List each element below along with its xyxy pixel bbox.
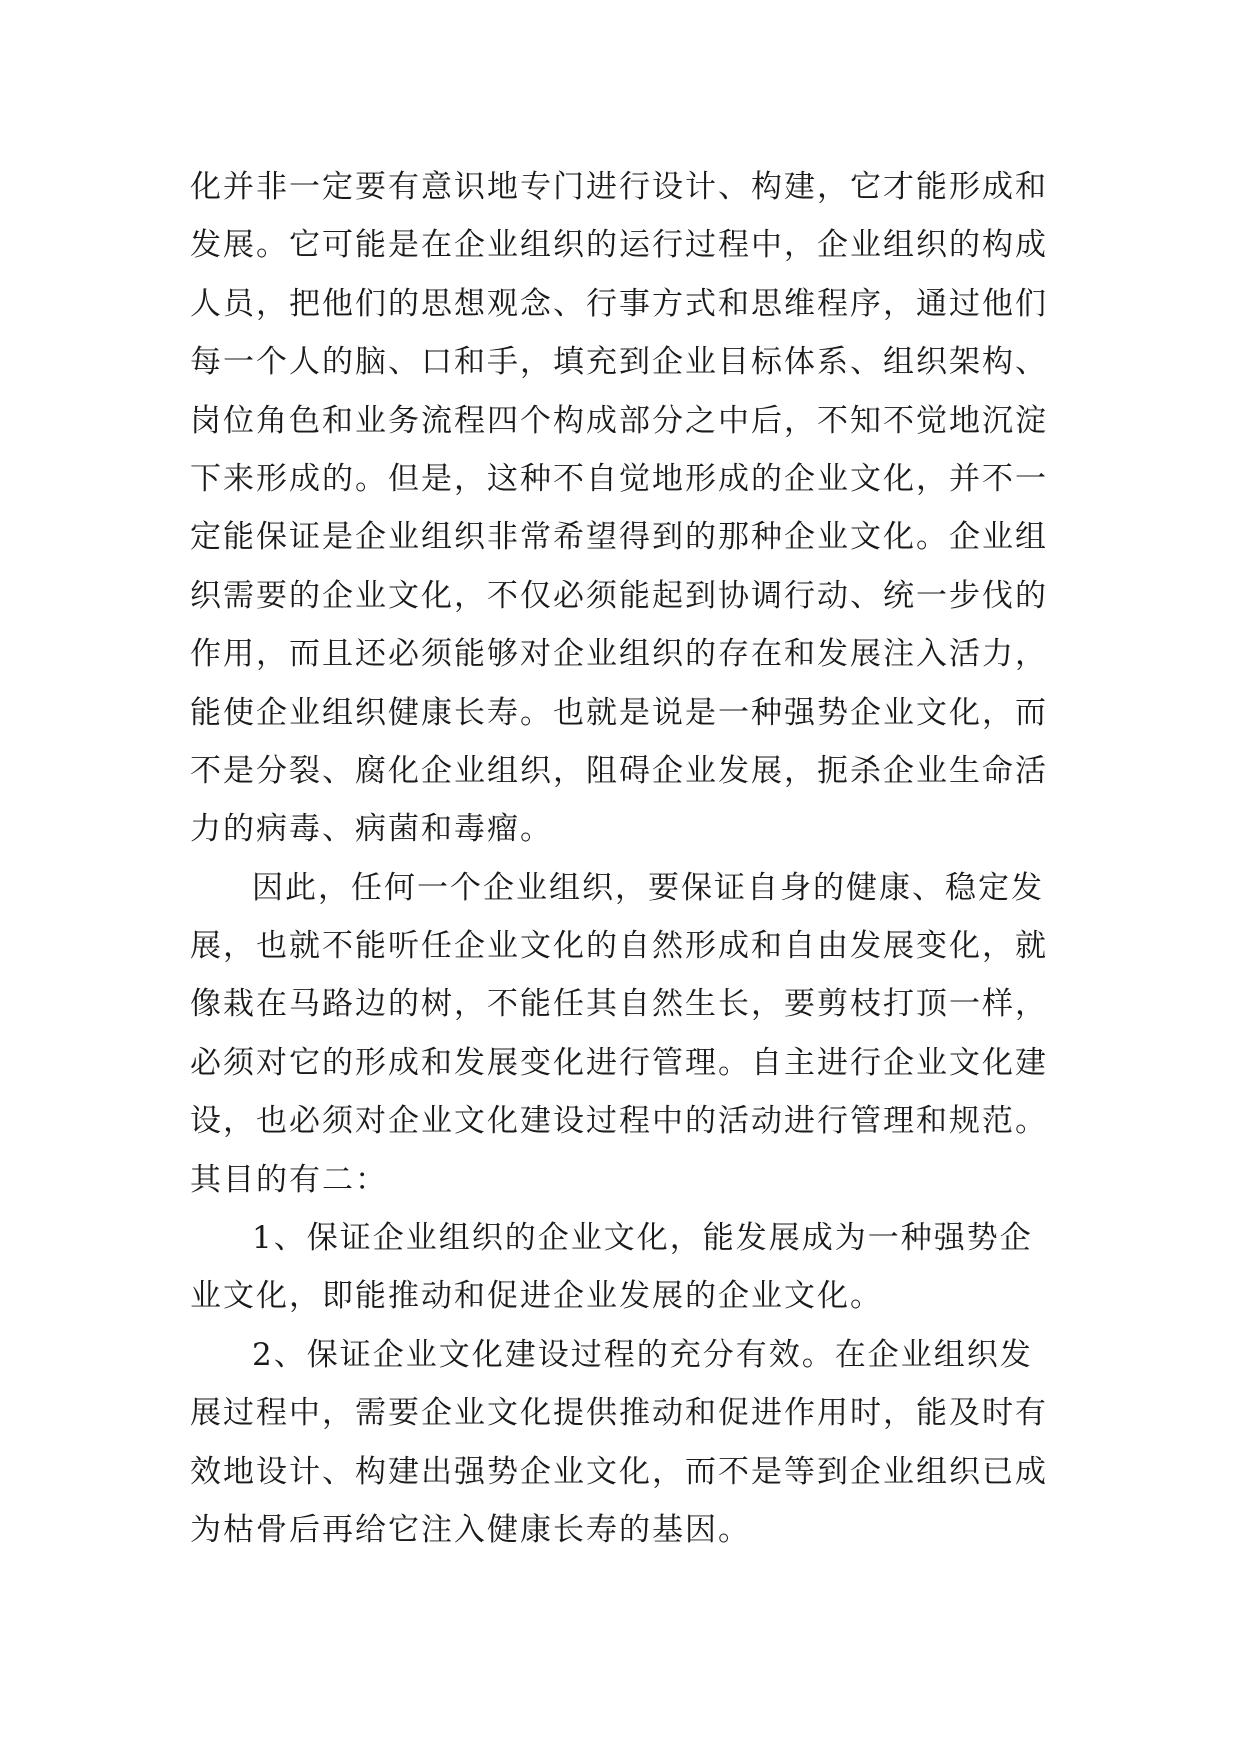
body-text bbox=[190, 158, 1070, 1559]
text-line: 每一个人的脑、口和手，填充到企业目标体系、组织架构、 bbox=[190, 344, 1048, 381]
text-line: 能使企业组织健康长寿。也就是说是一种强势企业文化，而 bbox=[190, 694, 1048, 731]
text-line: 必须对它的形成和发展变化进行管理。自主进行企业文化建 bbox=[190, 1044, 1048, 1081]
text-line: 2、保证企业文化建设过程的充分有效。在企业组织发 bbox=[252, 1336, 1033, 1373]
text-line: 为枯骨后再给它注入健康长寿的基因。 bbox=[190, 1511, 751, 1548]
text-line: 效地设计、构建出强势企业文化，而不是等到企业组织已成 bbox=[190, 1453, 1048, 1490]
text-line: 其目的有二： bbox=[190, 1161, 388, 1198]
text-line: 织需要的企业文化，不仅必须能起到协调行动、统一步伐的 bbox=[190, 577, 1048, 614]
text-line: 展，也就不能听任企业文化的自然形成和自由发展变化，就 bbox=[190, 928, 1048, 965]
text-line: 作用，而且还必须能够对企业组织的存在和发展注入活力， bbox=[190, 636, 1048, 673]
text-line: 化并非一定要有意识地专门进行设计、构建，它才能形成和 bbox=[190, 169, 1048, 205]
text-line: 定能保证是企业组织非常希望得到的那种企业文化。企业组 bbox=[190, 519, 1048, 556]
text-line: 展过程中，需要企业文化提供推动和促进作用时，能及时有 bbox=[190, 1395, 1048, 1432]
text-line: 下来形成的。但是，这种不自觉地形成的企业文化，并不一 bbox=[190, 460, 1048, 497]
text-line: 人员，把他们的思想观念、行事方式和思维程序，通过他们 bbox=[190, 285, 1048, 322]
text-line: 发展。它可能是在企业组织的运行过程中，企业组织的构成 bbox=[190, 227, 1048, 264]
text-line: 设，也必须对企业文化建设过程中的活动进行管理和规范。 bbox=[190, 1103, 1048, 1140]
text-line: 岗位角色和业务流程四个构成部分之中后，不知不觉地沉淀 bbox=[190, 402, 1048, 439]
text-line: 不是分裂、腐化企业组织，阻碍企业发展，扼杀企业生命活 bbox=[190, 752, 1048, 789]
text-line: 像栽在马路边的树，不能任其自然生长，要剪枝打顶一样， bbox=[190, 986, 1048, 1023]
text-line: 力的病毒、病菌和毒瘤。 bbox=[190, 811, 553, 848]
text-line: 业文化，即能推动和促进企业发展的企业文化。 bbox=[190, 1278, 883, 1315]
text-line: 1、保证企业组织的企业文化，能发展成为一种强势企 bbox=[252, 1220, 1033, 1257]
text-line: 因此，任何一个企业组织，要保证自身的健康、稳定发 bbox=[252, 869, 1044, 906]
